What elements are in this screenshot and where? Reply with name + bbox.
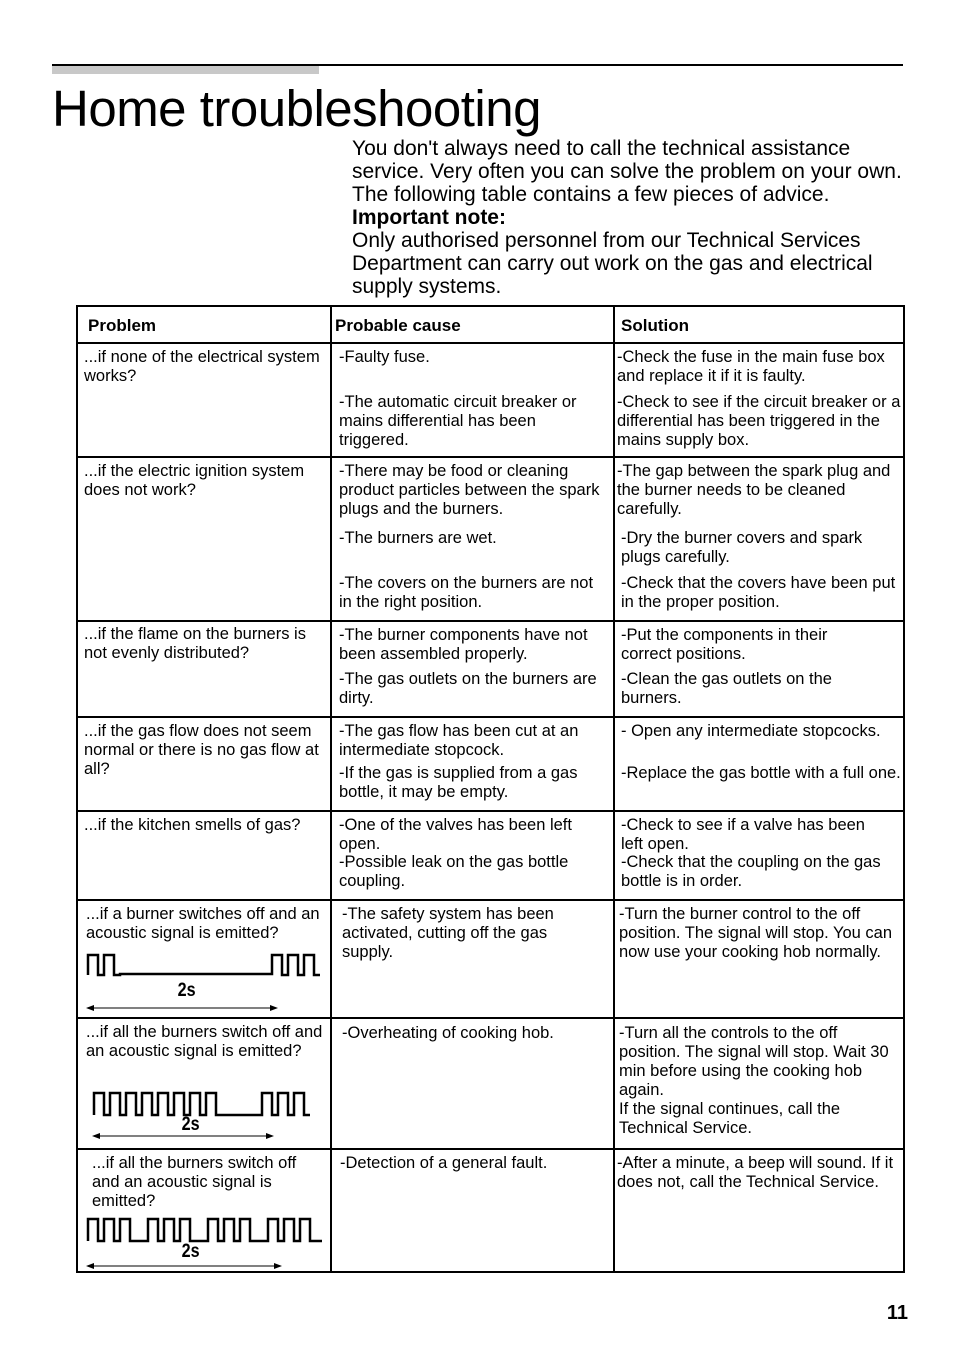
solution-cell: -Clean the gas outlets on the burners. [621,670,832,707]
cause-cell: -The burners are wet. [339,529,497,547]
page-number: 11 [886,1302,908,1324]
header-solution: Solution [621,316,689,335]
cause-cell: -If the gas is supplied from a gas bottle, it may be empty. [339,764,578,801]
row-divider [78,456,903,458]
cause-cell: -The gas outlets on the burners are dirty. [339,670,597,707]
cause-cell: -Detection of a general fault. [340,1154,548,1172]
cause-cell: -The covers on the burners are not in the right position. [339,574,594,611]
intro-text: You don't always need to call the technical assistance service. Very often you can solve the problem on your own. The following table contains a few pieces of advice. [352,137,902,206]
solution-cell: -Turn the burner control to the off position. The signal will stop. You can now use your cooking hob normally. [619,905,893,961]
row-divider [78,342,903,344]
header-problem: Problem [88,316,157,335]
problem-cell: ...if a burner switches off and an acoustic signal is emitted? [86,905,320,942]
row-divider [78,620,903,622]
solution-cell: -Check the fuse in the main fuse box and replace it if it is faulty. [617,348,885,385]
problem-cell: ...if the flame on the burners is not evenly distributed? [84,625,306,662]
header-accent-bar [52,66,319,74]
problem-cell: ...if all the burners switch off and an acoustic signal is emitted? [86,1023,323,1060]
problem-cell: ...if the kitchen smells of gas? [84,816,301,834]
cause-cell: -Faulty fuse. [339,348,430,366]
cause-cell: -The safety system has been activated, cutting off the gas supply. [342,905,554,961]
row-divider [78,1017,903,1019]
row-divider [78,810,903,812]
problem-cell: ...if the gas flow does not seem normal or there is no gas flow at all? [84,722,319,778]
important-note-text: Only authorised personnel from our Technical Services Department can carry out work on the gas and electrical supply systems. [352,229,873,298]
row-divider [78,899,903,901]
cause-cell: -Overheating of cooking hob. [342,1024,554,1042]
row-divider [78,716,903,718]
solution-cell: -Check that the covers have been put in the proper position. [621,574,896,611]
page-title: Home troubleshooting [52,80,541,137]
solution-cell: -The gap between the spark plug and the burner needs to be cleaned carefully. [617,462,891,518]
column-divider [330,307,332,1271]
solution-cell: -Check to see if the circuit breaker or a differential has been triggered in the mains supply box. [617,393,901,449]
column-divider [613,307,615,1271]
solution-cell: -Put the components in their correct positions. [621,626,828,663]
row-divider [78,1148,903,1150]
solution-cell: - Open any intermediate stopcocks. [621,722,881,740]
problem-cell: ...if all the burners switch off and an acoustic signal is emitted? [92,1154,297,1210]
solution-cell: -Check to see if a valve has been left open. [621,816,865,853]
problem-cell: ...if none of the electrical system works? [84,348,320,385]
cause-cell: -The automatic circuit breaker or mains differential has been triggered. [339,393,577,449]
acoustic-signal-diagram [86,1215,326,1271]
solution-cell: -Replace the gas bottle with a full one. [621,764,901,782]
important-note-heading: Important note: [352,206,506,229]
cause-cell: -The burner components have not been assembled properly. [339,626,588,663]
solution-text: If the signal continues, call the Technical Service. [619,1100,841,1137]
solution-cell: -After a minute, a beep will sound. If it does not, call the Technical Service. [617,1154,894,1191]
header-probable-cause: Probable cause [335,316,461,335]
solution-cell [619,1024,899,1138]
cause-cell: -There may be food or cleaning product particles between the spark plugs and the burners. [339,462,600,518]
acoustic-signal-diagram [86,950,322,1016]
problem-cell: ...if the electric ignition system does not work? [84,462,305,499]
cause-cell: -Possible leak on the gas bottle coupling. [339,853,569,890]
signal-duration-label: 2s [181,1114,200,1135]
solution-text: -Turn all the controls to the off position. The signal will stop. Wait 30 min before using the cooking hob again. [619,1024,889,1099]
acoustic-signal-diagram [92,1089,318,1141]
solution-cell: -Check that the coupling on the gas bottle is in order. [621,853,881,890]
solution-cell: -Dry the burner covers and spark plugs carefully. [621,529,863,566]
cause-cell: -One of the valves has been left open. [339,816,572,853]
intro-block [352,137,912,298]
signal-duration-label: 2s [177,980,196,1001]
troubleshooting-table [76,305,905,1273]
cause-cell: -The gas flow has been cut at an intermediate stopcock. [339,722,579,759]
signal-duration-label: 2s [181,1241,200,1262]
